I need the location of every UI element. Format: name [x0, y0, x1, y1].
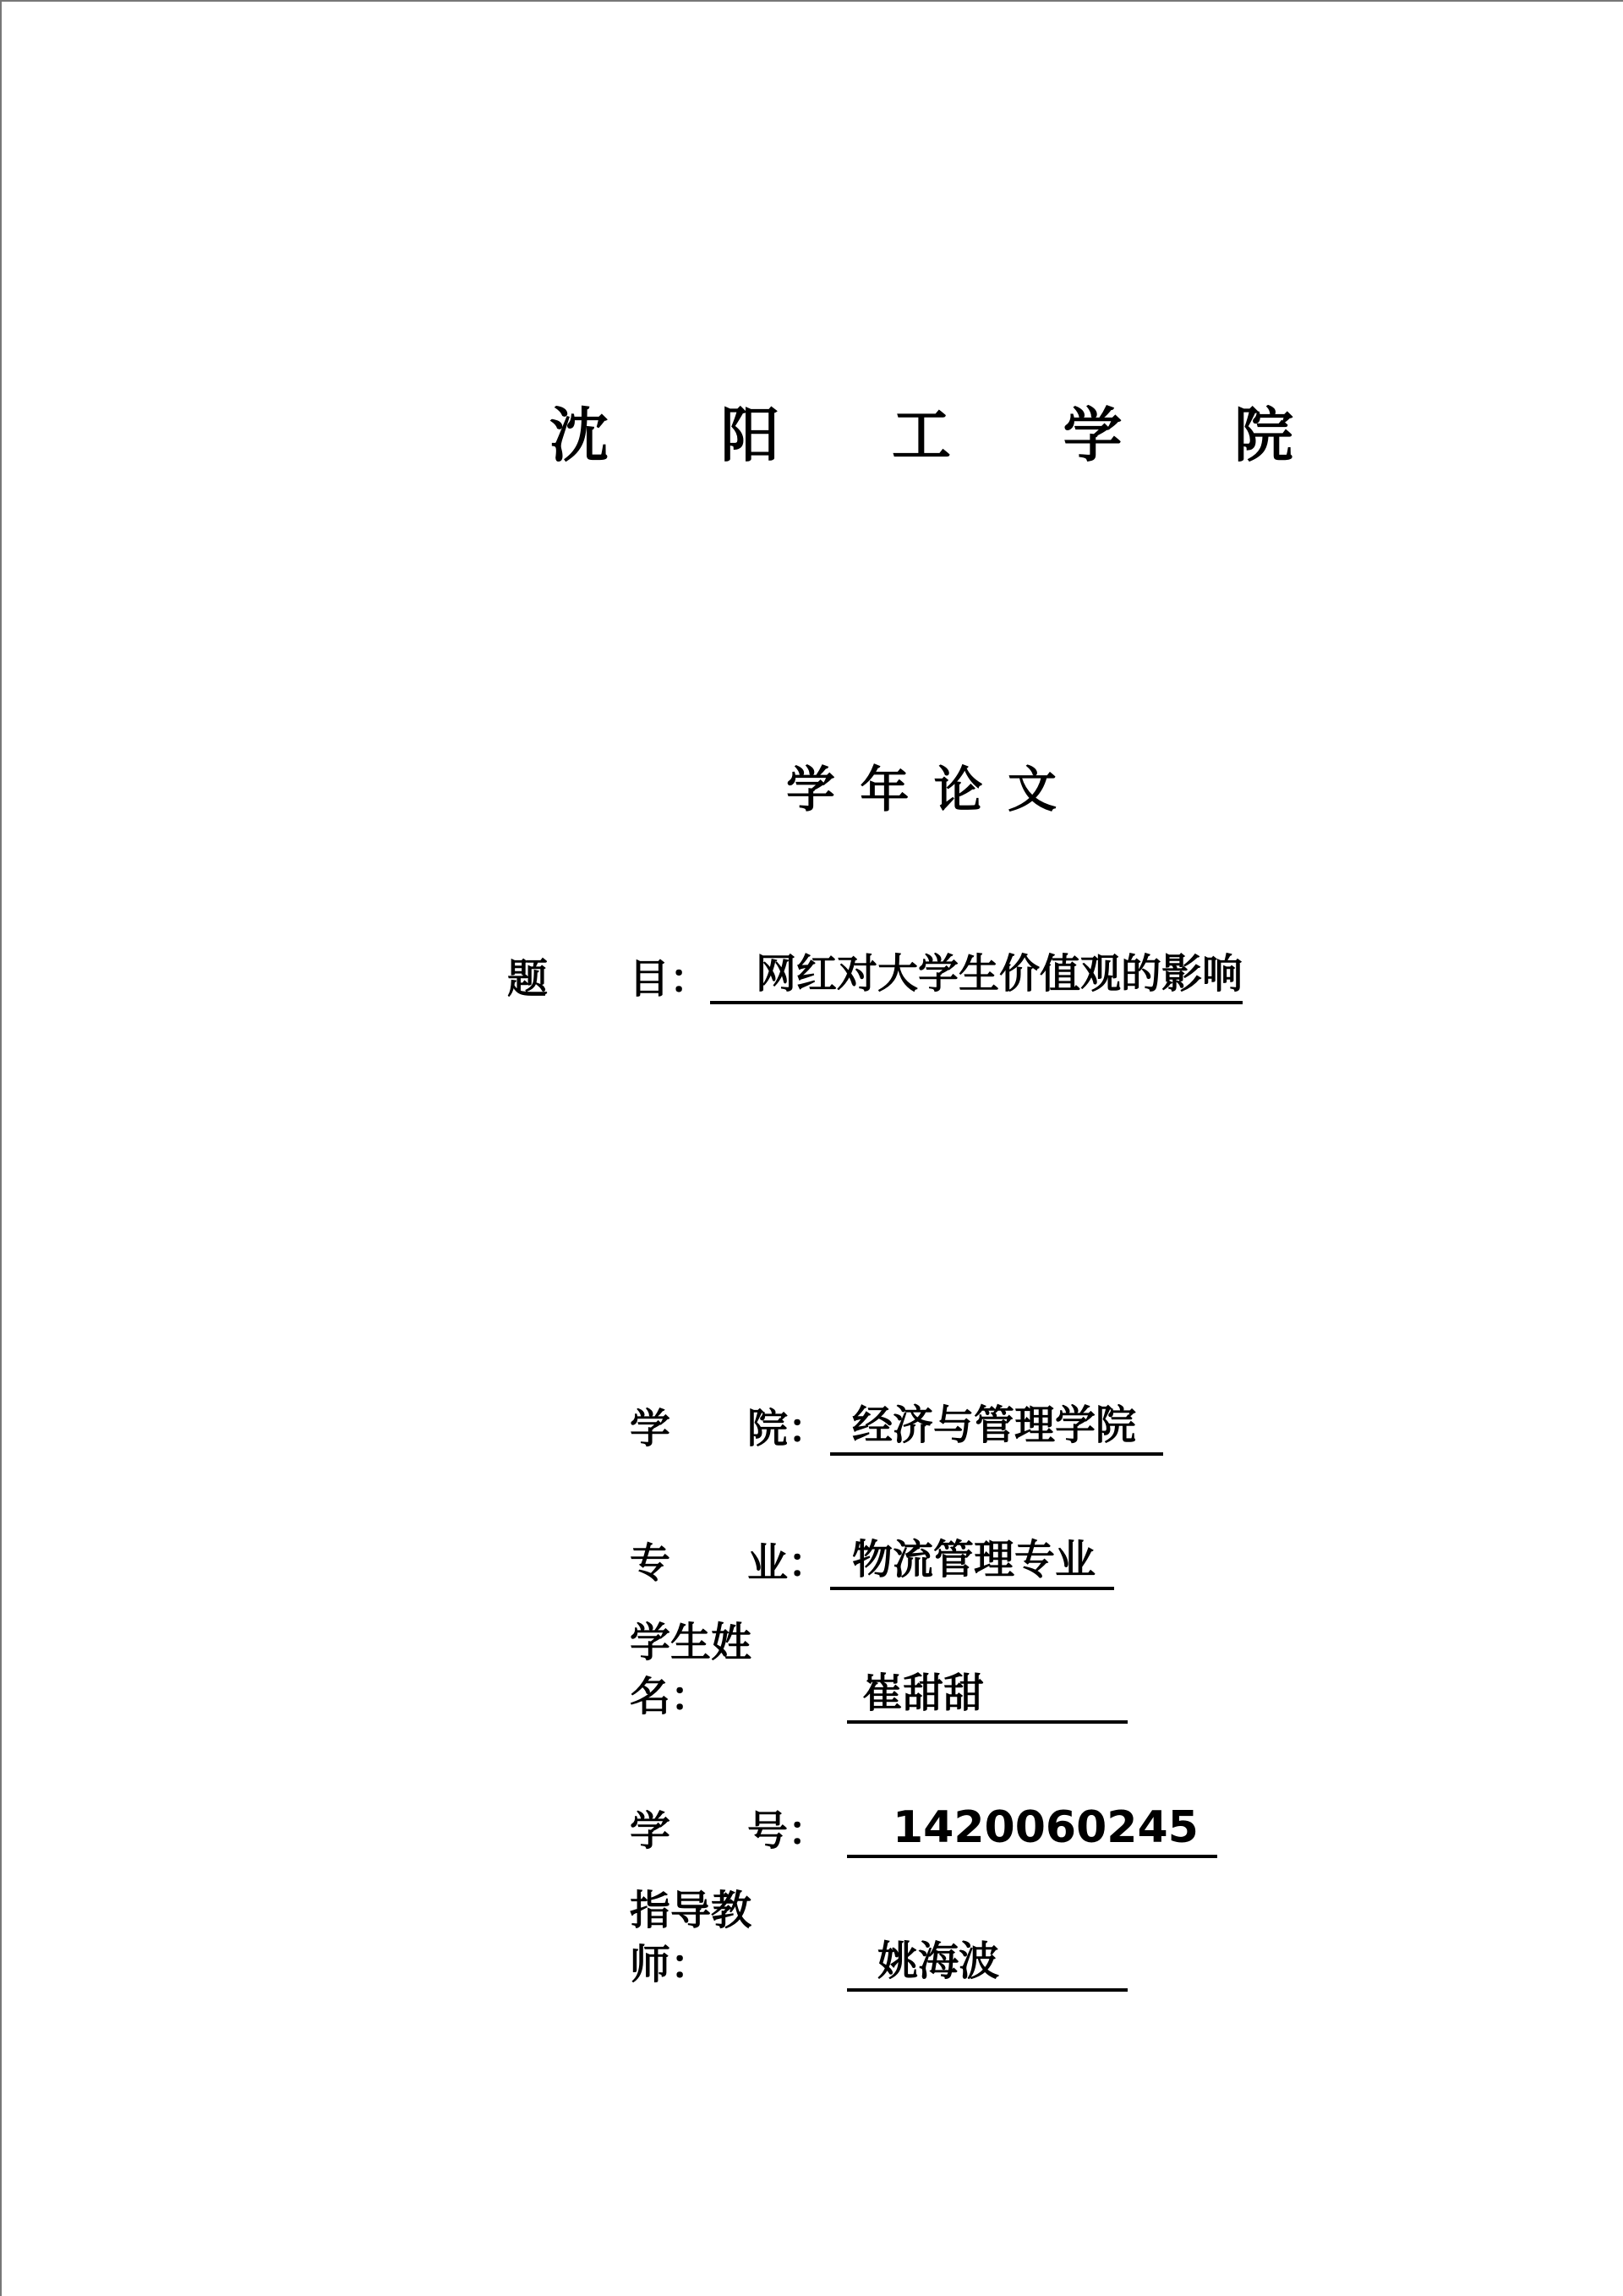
school-name-char: 院	[1234, 401, 1293, 470]
student-name-label	[630, 1615, 828, 1724]
thesis-title-value: 网红对大学生价值观的影响	[710, 947, 1243, 1004]
thesis-title-label	[507, 946, 710, 1004]
advisor-label-part: 指导教师：	[630, 1887, 752, 1988]
college-row	[630, 1397, 1163, 1456]
document-type-char: 年	[860, 761, 910, 818]
advisor-value: 姚海波	[847, 1934, 1128, 1992]
school-name-char: 工	[892, 401, 951, 470]
major-value: 物流管理专业	[830, 1533, 1114, 1590]
thesis-title-row	[507, 937, 1243, 1004]
student-name-label-part: 学生姓名：	[630, 1619, 752, 1720]
advisor-row	[630, 1887, 1128, 1992]
major-label-part: 专	[630, 1539, 671, 1587]
college-label-part: 学	[630, 1405, 671, 1452]
thesis-title-label-part: 目：	[628, 955, 710, 1003]
document-type-char: 文	[1007, 761, 1057, 818]
college-label	[630, 1402, 828, 1456]
student-id-label-part: 号：	[746, 1807, 828, 1855]
college-label-part: 院：	[746, 1405, 828, 1452]
thesis-title-label-part: 题	[507, 955, 549, 1003]
student-id-label-part: 学	[630, 1807, 671, 1855]
major-row	[630, 1531, 1114, 1590]
major-label-part: 业：	[746, 1539, 828, 1587]
major-label	[630, 1536, 828, 1590]
document-type-char: 学	[786, 761, 836, 818]
advisor-label	[630, 1883, 828, 1992]
college-value: 经济与管理学院	[830, 1398, 1163, 1456]
document-type	[786, 757, 1057, 822]
school-name-char: 阳	[720, 401, 780, 470]
student-name-row	[630, 1619, 1128, 1724]
student-id-value: 1420060245	[847, 1801, 1217, 1858]
student-id-label	[630, 1804, 828, 1858]
school-name	[549, 397, 1293, 473]
school-name-char: 学	[1063, 401, 1123, 470]
student-name-value: 崔甜甜	[847, 1666, 1128, 1724]
school-name-char: 沈	[549, 401, 609, 470]
document-type-char: 论	[933, 761, 983, 818]
student-id-row	[630, 1799, 1217, 1858]
